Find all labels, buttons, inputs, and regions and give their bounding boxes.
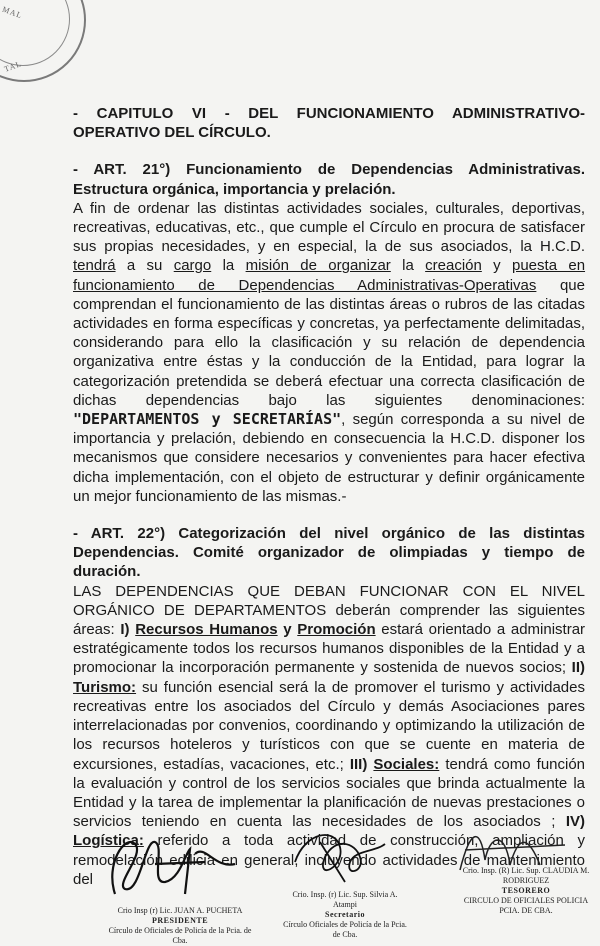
signature-caption-secretary: Crio. Insp. (r) Lic. Sup. Silvia A. Atampi Secretario Círculo Oficiales de Policía de la Pcia. de Cba. — [283, 890, 407, 939]
signature-caption-treasurer: Crio. Insp. (R) Lic. Sup. CLAUDIA M. RODRIGUEZ TESORERO CIRCULO DE OFICIALES POLICIA PCIA. DE CBA. — [462, 866, 590, 915]
signature-block — [0, 820, 600, 945]
bold-denominations: "DEPARTAMENTOS y SECRETARÍAS" — [73, 410, 342, 429]
document-page: MAL TAL - CAPITULO VI - DEL FUNCIONAMIENTO ADMINISTRATIVO-OPERATIVO DEL CÍRCULO. - ART. 21°) Funcionamiento de Dependencias Administrativas. Estructura orgánica, importancia y prelación. A fin de ordenar las distintas actividades sociales, culturales, deportivas, recreativas, educativas, etc., que cumple el Círculo en procura de satisfacer sus propias necesidades, y en especial, la de sus asociados, la H.C.D. tendrá a su cargo la misión de organizar la creación y puesta en funcionamiento de Dependencias Administrativas-Operativas que comprendan el funcionamiento de las distintas áreas o rubros de las citadas actividades en forma específicas y concretas, ya perfectamente delimitadas, considerando para ello la clasificación y su relación de dependencia organizativa entre éstas y la conducción de la Entidad, para lograr la categorización pretendida se deberá efectuar una correcta clasificación de dichas dependencias bajo las siguientes denominaciones: "DEPARTAMENTOS y SECRETARÍAS", según corresponda a su nivel de importancia y prelación, debiendo en consecuencia la H.C.D. disponer los mecanismos que considere necesarios y convenientes para hacer efectiva dicha implementación, con el objeto de estructurar y definir orgánicamente un mejor funcionamiento de las mismas.- - ART. 22°) Categorización del nivel orgánico de las distintas Dependencias. Comité organizador de olimpiadas y tiempo de duración. LAS DEPENDENCIAS QUE DEBAN FUNCIONAR CON EL NIVEL ORGÁNICO DE DEPARTAMENTOS deberán comprender las siguientes áreas: I) Recursos Humanos y Promoción estará orientado a administrar estratégicamente todos los recursos humanos disponibles de la Entidad y a promocionar la incorporación permanente y sostenida de nuevos socios; II) Turismo: su función esencial será la de promover el turismo y actividades recreativas entre los asociados del Círculo y demás Asociaciones pares interrelacionadas por convenios, coordinando y optimizando la utilización de los recursos hoteleros y turísticos con que se cuente en materia de excursiones, estadías, vacaciones, etc.; III) Sociales: tendrá como función la evaluación y control de los servicios sociales que brinda actualmente la Entidad y la tarea de implementar la planificación de nuevas prestaciones o servicios teniendo en cuenta las necesidades de los asociados ; IV) Logística: referido a toda actividad de construcción, ampliación y remodelación edilicia en general, incluyendo actividades de mantenimiento del Crio Insp (r) Lic. JUAN A. PUCHETA PRESIDENTE Círculo de Oficiales de Policía de la Pcia. de Cba. Crio. Insp. (r) Lic. Sup. Silvia A. Atampi Secretario Círculo Oficiales de Policía de la Pcia. de Cba. Crio. Insp. (R) Lic. Sup. CLAUDIA M. RODRIGUEZ TESORERO CIRCULO DE OFICIALES POLICIA PCIA. DE CBA. — [0, 0, 600, 940]
art21-title: - ART. 21°) Funcionamiento de Dependencias Administrativas. Estructura orgánica, importancia y prelación. — [73, 161, 585, 198]
chapter-heading: - CAPITULO VI - DEL FUNCIONAMIENTO ADMINISTRATIVO-OPERATIVO DEL CÍRCULO. — [73, 105, 585, 142]
document-body — [73, 104, 585, 889]
signature-president-icon — [95, 824, 245, 904]
art22-title: - ART. 22°) Categorización del nivel orgánico de las distintas Dependencias. Comité organizador de olimpiadas y tiempo de duración. — [73, 525, 585, 581]
signature-secretary-icon — [285, 822, 395, 892]
signature-caption-president: Crio Insp (r) Lic. JUAN A. PUCHETA PRESIDENTE Círculo de Oficiales de Policía de la Pcia. de Cba. — [108, 906, 252, 945]
art21-paragraph: A fin de ordenar las distintas actividades sociales, culturales, deportivas, recreativas, educativas, etc., que cumple el Círculo en procura de satisfacer sus propias necesidades, y en especial, la de sus asociados, la H.C.D. tendrá a su cargo la misión de organizar la creación y puesta en funcionamiento de Dependencias Administrativas-Operativas que comprendan el funcionamiento de las distintas áreas o rubros de las citadas actividades en forma específicas y concretas, ya perfectamente delimitadas, considerando para ello la clasificación y su relación de dependencia organizativa entre éstas y la conducción de la Entidad, para lograr la categorización pretendida se deberá efectuar una correcta clasificación de dichas dependencias bajo las siguientes denominaciones: "DEPARTAMENTOS y SECRETARÍAS", según corresponda a su nivel de importancia y prelación, debiendo en consecuencia la H.C.D. disponer los mecanismos que considere necesarios y convenientes para hacer efectiva dicha implementación, con el objeto de estructurar y definir orgánicamente un mejor funcionamiento de las mismas.- — [73, 199, 586, 505]
art22-paragraph: LAS DEPENDENCIAS QUE DEBAN FUNCIONAR CON EL NIVEL ORGÁNICO DE DEPARTAMENTOS deberán comprender las siguientes áreas: I) Recursos Humanos y Promoción estará orientado a administrar estratégicamente todos los recursos humanos disponibles de la Entidad y a promocionar la incorporación permanente y sostenida de nuevos socios; II) Turismo: su función esencial será la de promover el turismo y actividades recreativas entre los asociados del Círculo y demás Asociaciones pares interrelacionadas por convenios, coordinando y optimizando la utilización de los recursos hoteleros y turísticos con que se cuente en materia de excursiones, estadías, vacaciones, etc.; III) Sociales: tendrá como función la evaluación y control de los servicios sociales que brinda actualmente la Entidad y la tarea de implementar la planificación de nuevas prestaciones o servicios teniendo en cuenta las necesidades de los asociados ; IV) Logística: referido a toda actividad de construcción, ampliación y remodelación edilicia en general, incluyendo actividades de mantenimiento del — [73, 582, 586, 888]
